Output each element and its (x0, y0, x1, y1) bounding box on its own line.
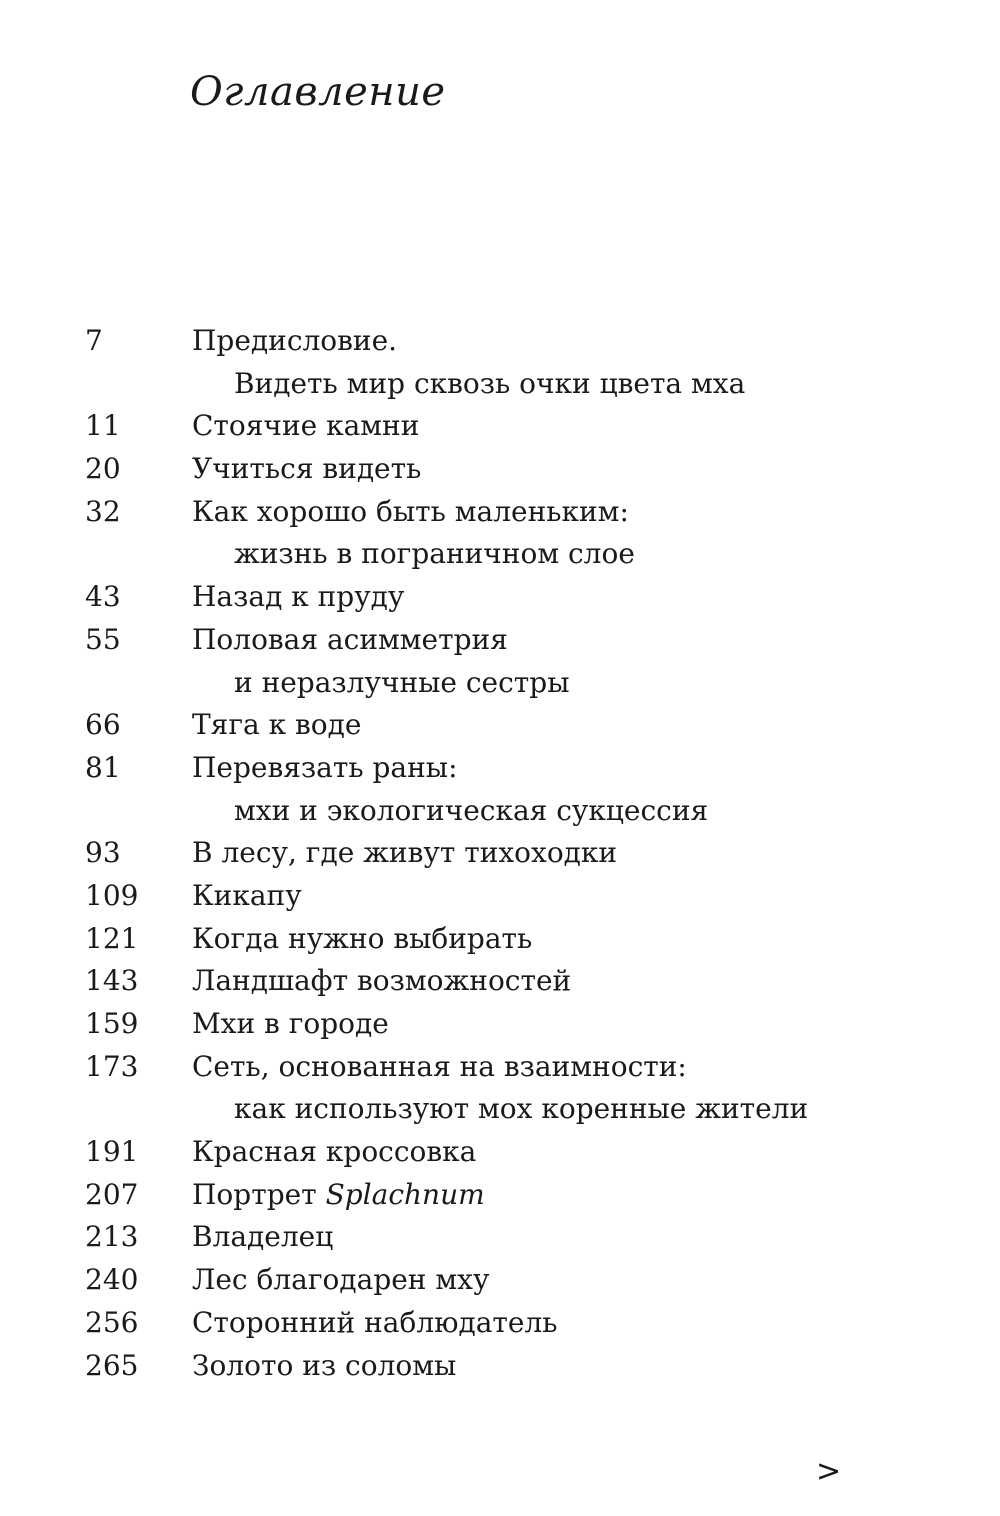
toc-entry (0, 1302, 1000, 1345)
toc-entry (0, 405, 1000, 448)
toc-chapter-title: Тяга к воде (192, 708, 362, 742)
toc-page-number: 43 (85, 580, 121, 614)
toc-page-number: 256 (85, 1305, 139, 1339)
toc-page-number: 55 (85, 622, 121, 656)
toc-chapter-title: Учиться видеть (192, 452, 422, 486)
toc-entry (0, 832, 1000, 875)
toc-entry (0, 747, 1000, 790)
toc-entry-continuation (0, 662, 1000, 705)
next-page-arrow-icon[interactable]: > (816, 1454, 842, 1489)
toc-entry (0, 619, 1000, 662)
toc-page-number: 109 (85, 878, 139, 912)
toc-page-number: 11 (85, 409, 121, 443)
toc-chapter-title: мхи и экологическая сукцессия (234, 793, 709, 827)
toc-entry-continuation (0, 533, 1000, 576)
toc-page-number: 191 (85, 1135, 139, 1169)
toc-page-number: 265 (85, 1348, 139, 1382)
toc-chapter-title: как используют мох коренные жители (234, 1092, 809, 1126)
toc-entry (0, 960, 1000, 1003)
toc-page-number: 240 (85, 1263, 139, 1297)
toc-chapter-title: Перевязать раны: (192, 750, 458, 784)
toc-page-number: 159 (85, 1007, 139, 1040)
toc-chapter-title: Сеть, основанная на взаимности: (192, 1049, 687, 1083)
toc-entry (0, 576, 1000, 619)
toc-chapter-title: Кикапу (192, 878, 302, 912)
page-title: Оглавление (190, 69, 446, 115)
toc-chapter-title: Владелец (192, 1220, 334, 1254)
toc-chapter-title: Лес благодарен мху (192, 1263, 490, 1297)
toc-entry-continuation (0, 363, 1000, 406)
toc-chapter-title: В лесу, где живут тихоходки (192, 836, 618, 870)
toc-page-number: 20 (85, 452, 121, 486)
toc-entry (0, 704, 1000, 747)
toc-chapter-title: Назад к пруду (192, 580, 405, 614)
toc-page-number: 32 (85, 494, 121, 528)
toc-chapter-title: Когда нужно выбирать (192, 921, 533, 955)
toc-chapter-title: Стоячие камни (192, 409, 420, 443)
toc-chapter-title: Портрет (192, 1177, 326, 1211)
toc-entry (0, 448, 1000, 491)
toc-chapter-title: Сторонний наблюдатель (192, 1305, 558, 1339)
toc-chapter-title: Мхи в городе (192, 1007, 389, 1040)
toc-chapter-title-italic: Splachnum (325, 1177, 485, 1211)
toc-entry-continuation (0, 790, 1000, 833)
toc-entry (0, 1174, 1000, 1217)
toc-entry (0, 1131, 1000, 1174)
toc-chapter-title: и неразлучные сестры (234, 665, 570, 699)
toc-entry (0, 875, 1000, 918)
toc-entry (0, 320, 1000, 363)
toc-page-number: 121 (85, 921, 139, 955)
toc-chapter-title: Видеть мир сквозь очки цвета мха (234, 366, 746, 400)
table-of-contents (0, 320, 1000, 1387)
toc-chapter-title: Красная кроссовка (192, 1135, 477, 1169)
toc-page-number: 207 (85, 1177, 139, 1211)
toc-entry (0, 1003, 1000, 1046)
toc-entry (0, 491, 1000, 534)
toc-page-number: 66 (85, 708, 121, 742)
toc-page-number: 93 (85, 836, 121, 870)
toc-page-number: 143 (85, 964, 139, 998)
toc-chapter-title: Как хорошо быть маленьким: (192, 494, 629, 528)
toc-chapter-title: Золото из соломы (192, 1348, 457, 1382)
toc-entry (0, 1259, 1000, 1302)
toc-chapter-title: жизнь в пограничном слое (234, 537, 635, 571)
toc-chapter-title: Ландшафт возможностей (192, 964, 572, 998)
toc-entry (0, 1345, 1000, 1388)
toc-chapter-title-wrapper (192, 1174, 485, 1217)
toc-chapter-title: Предисловие. (192, 324, 398, 357)
toc-page-number: 81 (85, 750, 121, 784)
toc-entry (0, 1046, 1000, 1089)
toc-page-number: 7 (85, 324, 103, 357)
toc-entry-continuation (0, 1088, 1000, 1131)
toc-entry (0, 918, 1000, 961)
toc-chapter-title: Половая асимметрия (192, 622, 508, 656)
toc-page-number: 213 (85, 1220, 139, 1254)
toc-page-number: 173 (85, 1049, 139, 1083)
toc-entry (0, 1216, 1000, 1259)
